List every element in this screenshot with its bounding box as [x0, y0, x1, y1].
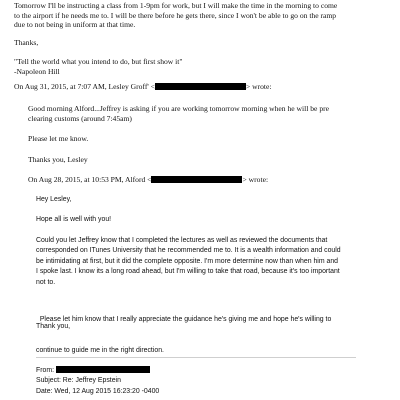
forward-from-label: From: — [36, 367, 56, 374]
paragraph-1-line-1: Could you let Jeffrey know that I completed the lectures as well as reviewed the documents that — [36, 237, 328, 244]
signature-quote-author: -Napoleon Hill — [14, 66, 60, 76]
redacted-email-block — [151, 176, 242, 183]
reply-header-1-prefix: On Aug 31, 2015, at 7:07 AM, Lesley Groff' < — [14, 82, 155, 91]
paragraph-2-line-2: continue to guide me in the right direction. — [36, 347, 164, 355]
paragraph-1-line-5: not to. — [36, 278, 56, 286]
paragraph-1-line-4: I spoke last. I know its a long road ahead, but I'm willing to take that road, because it's too important — [36, 268, 340, 276]
quoted-message-1-line-3: Please let me know. — [28, 134, 89, 143]
forward-subject-line: Subject: Re: Jeffrey Epstein — [36, 377, 121, 385]
forward-divider — [36, 357, 356, 358]
redacted-sender-block — [56, 366, 150, 373]
top-message-line-3: due to not being in uniform at that time. — [14, 20, 136, 30]
paragraph-2-line-1: Please let him know that I really appreciate the guidance he's giving me and hope he's willing to — [36, 315, 332, 323]
quoted-message-2-paragraph-1 — [36, 236, 388, 288]
quoted-message-2-closing: Thank you, — [36, 323, 71, 330]
quoted-message-1-line-1: Good morning Alford...Jeffrey is asking if you are working tomorrow morning when he will be pre — [28, 104, 330, 113]
top-message — [14, 1, 392, 30]
forward-from-line — [36, 366, 388, 376]
paragraph-1-line-3: be intimidating at first, but it did the complete opposite. I'm more determine now than when him and — [36, 257, 338, 265]
top-message-line-1: Tomorrow I'll be instructing a class from 1-9pm for work, but I will make the time in the morning to come — [14, 1, 338, 10]
paragraph-1-line-2: corresponded on ITunes University that he recommended me to. It is a wealth information and could — [36, 247, 341, 255]
forward-date-line: Date: Wed, 12 Aug 2015 16:23:20 -0400 — [36, 387, 160, 395]
quoted-message-1-line-2: clearing customs (around 7:45am) — [28, 113, 132, 123]
top-message-closing: Thanks, — [14, 38, 39, 47]
signature-quote — [14, 57, 183, 76]
quoted-message-2-greeting: Hey Lesley, — [36, 196, 72, 203]
quoted-message-2-hope-line: Hope all is well with you! — [36, 216, 112, 223]
quoted-message-1-closing: Thanks you, Lesley — [28, 155, 88, 164]
reply-header-2-prefix: On Aug 28, 2015, at 10:53 PM, Alford < — [28, 175, 152, 184]
reply-header-1 — [14, 82, 272, 92]
reply-header-2-suffix: > wrote: — [242, 175, 269, 184]
reply-header-2 — [28, 175, 388, 185]
reply-header-1-suffix: > wrote: — [245, 82, 272, 91]
top-message-line-2: to the airport if he needs me to. I will be there before he gets there, since I won't be able to go on the ramp — [14, 10, 337, 20]
redacted-email-block — [155, 83, 246, 90]
signature-quote-text: "Tell the world what you intend to do, but first show it" — [14, 57, 183, 66]
forward-header — [36, 366, 388, 397]
quoted-message-1 — [28, 104, 388, 123]
